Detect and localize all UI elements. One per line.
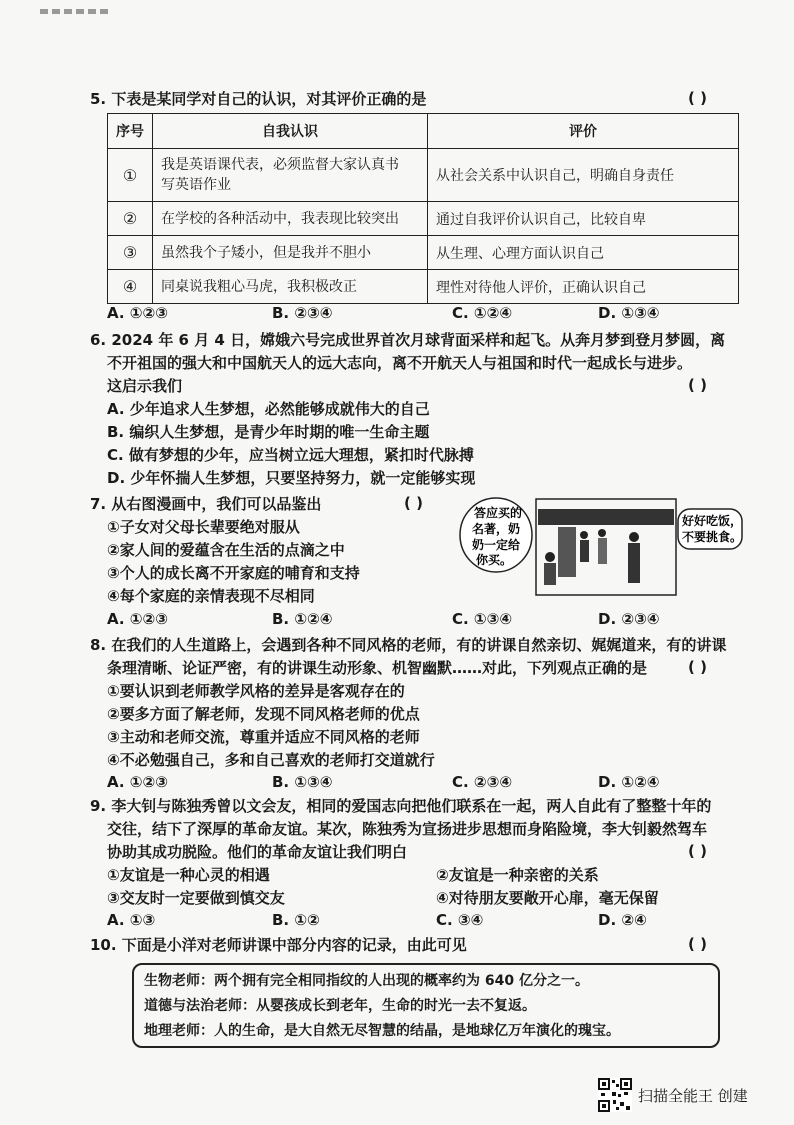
q5-option-d[interactable]: D. ①③④	[598, 304, 660, 322]
q5-answer-paren[interactable]: ( )	[688, 89, 707, 107]
family-comic-illustration	[458, 497, 746, 597]
q8-option-d[interactable]: D. ①②④	[598, 773, 660, 791]
table-row	[108, 202, 739, 236]
q5-option-c[interactable]: C. ①②④	[452, 304, 513, 322]
row-self: 在学校的各种活动中，我表现比较突出	[153, 202, 428, 236]
table-row	[108, 270, 739, 304]
note-geography: 地理老师：人的生命，是大自然无尽智慧的结晶，是地球亿万年演化的瑰宝。	[144, 1023, 620, 1039]
row-self: 同桌说我粗心马虎，我积极改正	[153, 270, 428, 304]
q8-option-a[interactable]: A. ①②③	[107, 773, 168, 791]
q8-option-b[interactable]: B. ①③④	[272, 773, 333, 791]
scanner-label: 扫描全能王 创建	[638, 1086, 748, 1105]
q7-option-b[interactable]: B. ①②④	[272, 610, 333, 628]
q6-answer-paren[interactable]: ( )	[688, 376, 707, 394]
bubble-left-line: 答应买的	[474, 506, 523, 520]
q9-item-1: ①友谊是一种心灵的相遇	[107, 866, 270, 884]
bubble-left-line: 你买。	[476, 553, 513, 567]
row-self	[153, 149, 428, 202]
q6-line1: 6. 2024 年 6 月 4 日，嫦娥六号完成世界首次月球背面采样和起飞。从奔月梦到登月梦圆，离	[90, 331, 726, 349]
q10-answer-paren[interactable]: ( )	[688, 935, 707, 953]
q7-item-4: ④每个家庭的亲情表现不尽相同	[107, 587, 315, 605]
q6-option-b[interactable]: B. 编织人生梦想，是青少年时期的唯一生命主题	[107, 423, 430, 441]
row-self: 虽然我个子矮小，但是我并不胆小	[153, 236, 428, 270]
child-head	[580, 531, 588, 539]
q8-line2: 条理清晰、论证严密，有的讲课生动形象、机智幽默……对此，下列观点正确的是	[107, 659, 648, 677]
row-eval: 从社会关系中认识自己，明确自身责任	[428, 149, 739, 202]
note-ethics-law: 道德与法治老师：从婴孩成长到老年，生命的时光一去不复返。	[144, 998, 536, 1014]
header-num: 序号	[108, 114, 153, 149]
q7-option-d[interactable]: D. ②③④	[598, 610, 660, 628]
q7-item-1: ①子女对父母长辈要绝对服从	[107, 518, 300, 536]
top-edge-marks	[0, 0, 794, 20]
row-num: ③	[108, 236, 153, 270]
row-num: ①	[108, 149, 153, 202]
q7-option-a[interactable]: A. ①②③	[107, 610, 168, 628]
bubble-right-line: 不要挑食。	[682, 530, 743, 544]
q9-item-3: ③交友时一定要做到慎交友	[107, 889, 285, 907]
table-header-row	[108, 114, 739, 149]
q8-item-1: ①要认识到老师教学风格的差异是客观存在的	[107, 682, 405, 700]
q8-item-2: ②要多方面了解老师，发现不同风格老师的优点	[107, 705, 420, 723]
q7-item-2: ②家人间的爱蕴含在生活的点滴之中	[107, 541, 345, 559]
bubble-right-line: 好好吃饭，	[682, 514, 743, 528]
q5-option-a[interactable]: A. ①②③	[107, 304, 168, 322]
row-self-line: 写英语作业	[161, 177, 231, 193]
row-num: ②	[108, 202, 153, 236]
bubble-left-line: 奶一定给	[472, 538, 521, 552]
header-self: 自我认识	[153, 114, 428, 149]
q8-item-4: ④不必勉强自己，多和自己喜欢的老师打交道就行	[107, 751, 435, 769]
qr-code-icon	[598, 1078, 632, 1112]
q9-line2: 交往，结下了深厚的革命友谊。某次，陈独秀为宣扬进步思想而身陷险境，李大钊毅然驾车	[107, 820, 708, 838]
q7-answer-paren[interactable]: ( )	[404, 494, 423, 512]
header-eval: 评价	[428, 114, 739, 149]
q9-item-4: ④对待朋友要敞开心扉，毫无保留	[436, 889, 659, 907]
q10-stem: 10. 下面是小洋对老师讲课中部分内容的记录，由此可见	[90, 936, 467, 954]
q6-option-d[interactable]: D. 少年怀揣人生梦想，只要坚持努力，就一定能够实现	[107, 469, 476, 487]
q9-line1: 9. 李大钊与陈独秀曾以文会友，相同的爱国志向把他们联系在一起，两人自此有了整整十年的	[90, 797, 712, 815]
q6-option-a[interactable]: A. 少年追求人生梦想，必然能够成就伟大的自己	[107, 400, 430, 418]
q7-item-3: ③个人的成长离不开家庭的哺育和支持	[107, 564, 360, 582]
q7-option-c[interactable]: C. ①③④	[452, 610, 513, 628]
q9-option-c[interactable]: C. ③④	[436, 911, 484, 929]
parent-head	[629, 532, 639, 542]
row-eval: 理性对待他人评价，正确认识自己	[428, 270, 739, 304]
table-row	[108, 149, 739, 202]
q5-stem: 5. 下表是某同学对自己的认识，对其评价正确的是	[90, 90, 427, 108]
q6-line3: 这启示我们	[107, 377, 183, 395]
q8-item-3: ③主动和老师交流，尊重并适应不同风格的老师	[107, 728, 420, 746]
q9-item-2: ②友谊是一种亲密的关系	[436, 866, 599, 884]
door	[558, 527, 576, 577]
q6-option-c[interactable]: C. 做有梦想的少年，应当树立远大理想，紧扣时代脉搏	[107, 446, 474, 464]
row-eval: 通过自我评价认识自己，比较自卑	[428, 202, 739, 236]
q9-line3: 协助其成功脱险。他们的革命友谊让我们明白	[107, 843, 408, 861]
q8-answer-paren[interactable]: ( )	[688, 658, 707, 676]
table-row	[108, 236, 739, 270]
bubble-left-line: 名著，奶	[472, 522, 521, 536]
cabinet-top	[538, 509, 674, 525]
grandma-body	[544, 563, 556, 585]
grandma-head	[545, 552, 555, 562]
q9-option-d[interactable]: D. ②④	[598, 911, 647, 929]
q8-line1: 8. 在我们的人生道路上，会遇到各种不同风格的老师，有的讲课自然亲切、娓娓道来，有的讲课	[90, 636, 727, 654]
q5-option-b[interactable]: B. ②③④	[272, 304, 333, 322]
q7-stem: 7. 从右图漫画中，我们可以品鉴出	[90, 495, 322, 513]
person-body	[598, 538, 607, 564]
q9-answer-paren[interactable]: ( )	[688, 842, 707, 860]
scanner-watermark	[598, 1078, 748, 1112]
q6-line2: 不开祖国的强大和中国航天人的远大志向，离不开航天人与祖国和时代一起成长与进步。	[107, 354, 693, 372]
parent-body	[628, 543, 640, 583]
row-num: ④	[108, 270, 153, 304]
row-self-line: 我是英语课代表，必须监督大家认真书	[161, 157, 399, 173]
q9-option-b[interactable]: B. ①②	[272, 911, 320, 929]
q9-option-a[interactable]: A. ①③	[107, 911, 156, 929]
row-eval: 从生理、心理方面认识自己	[428, 236, 739, 270]
q5-table	[107, 113, 739, 304]
person-head	[598, 529, 606, 537]
q10-notes-box	[132, 963, 720, 1048]
note-biology: 生物老师：两个拥有完全相同指纹的人出现的概率约为 640 亿分之一。	[144, 973, 589, 989]
q8-option-c[interactable]: C. ②③④	[452, 773, 513, 791]
child-body	[580, 540, 589, 562]
